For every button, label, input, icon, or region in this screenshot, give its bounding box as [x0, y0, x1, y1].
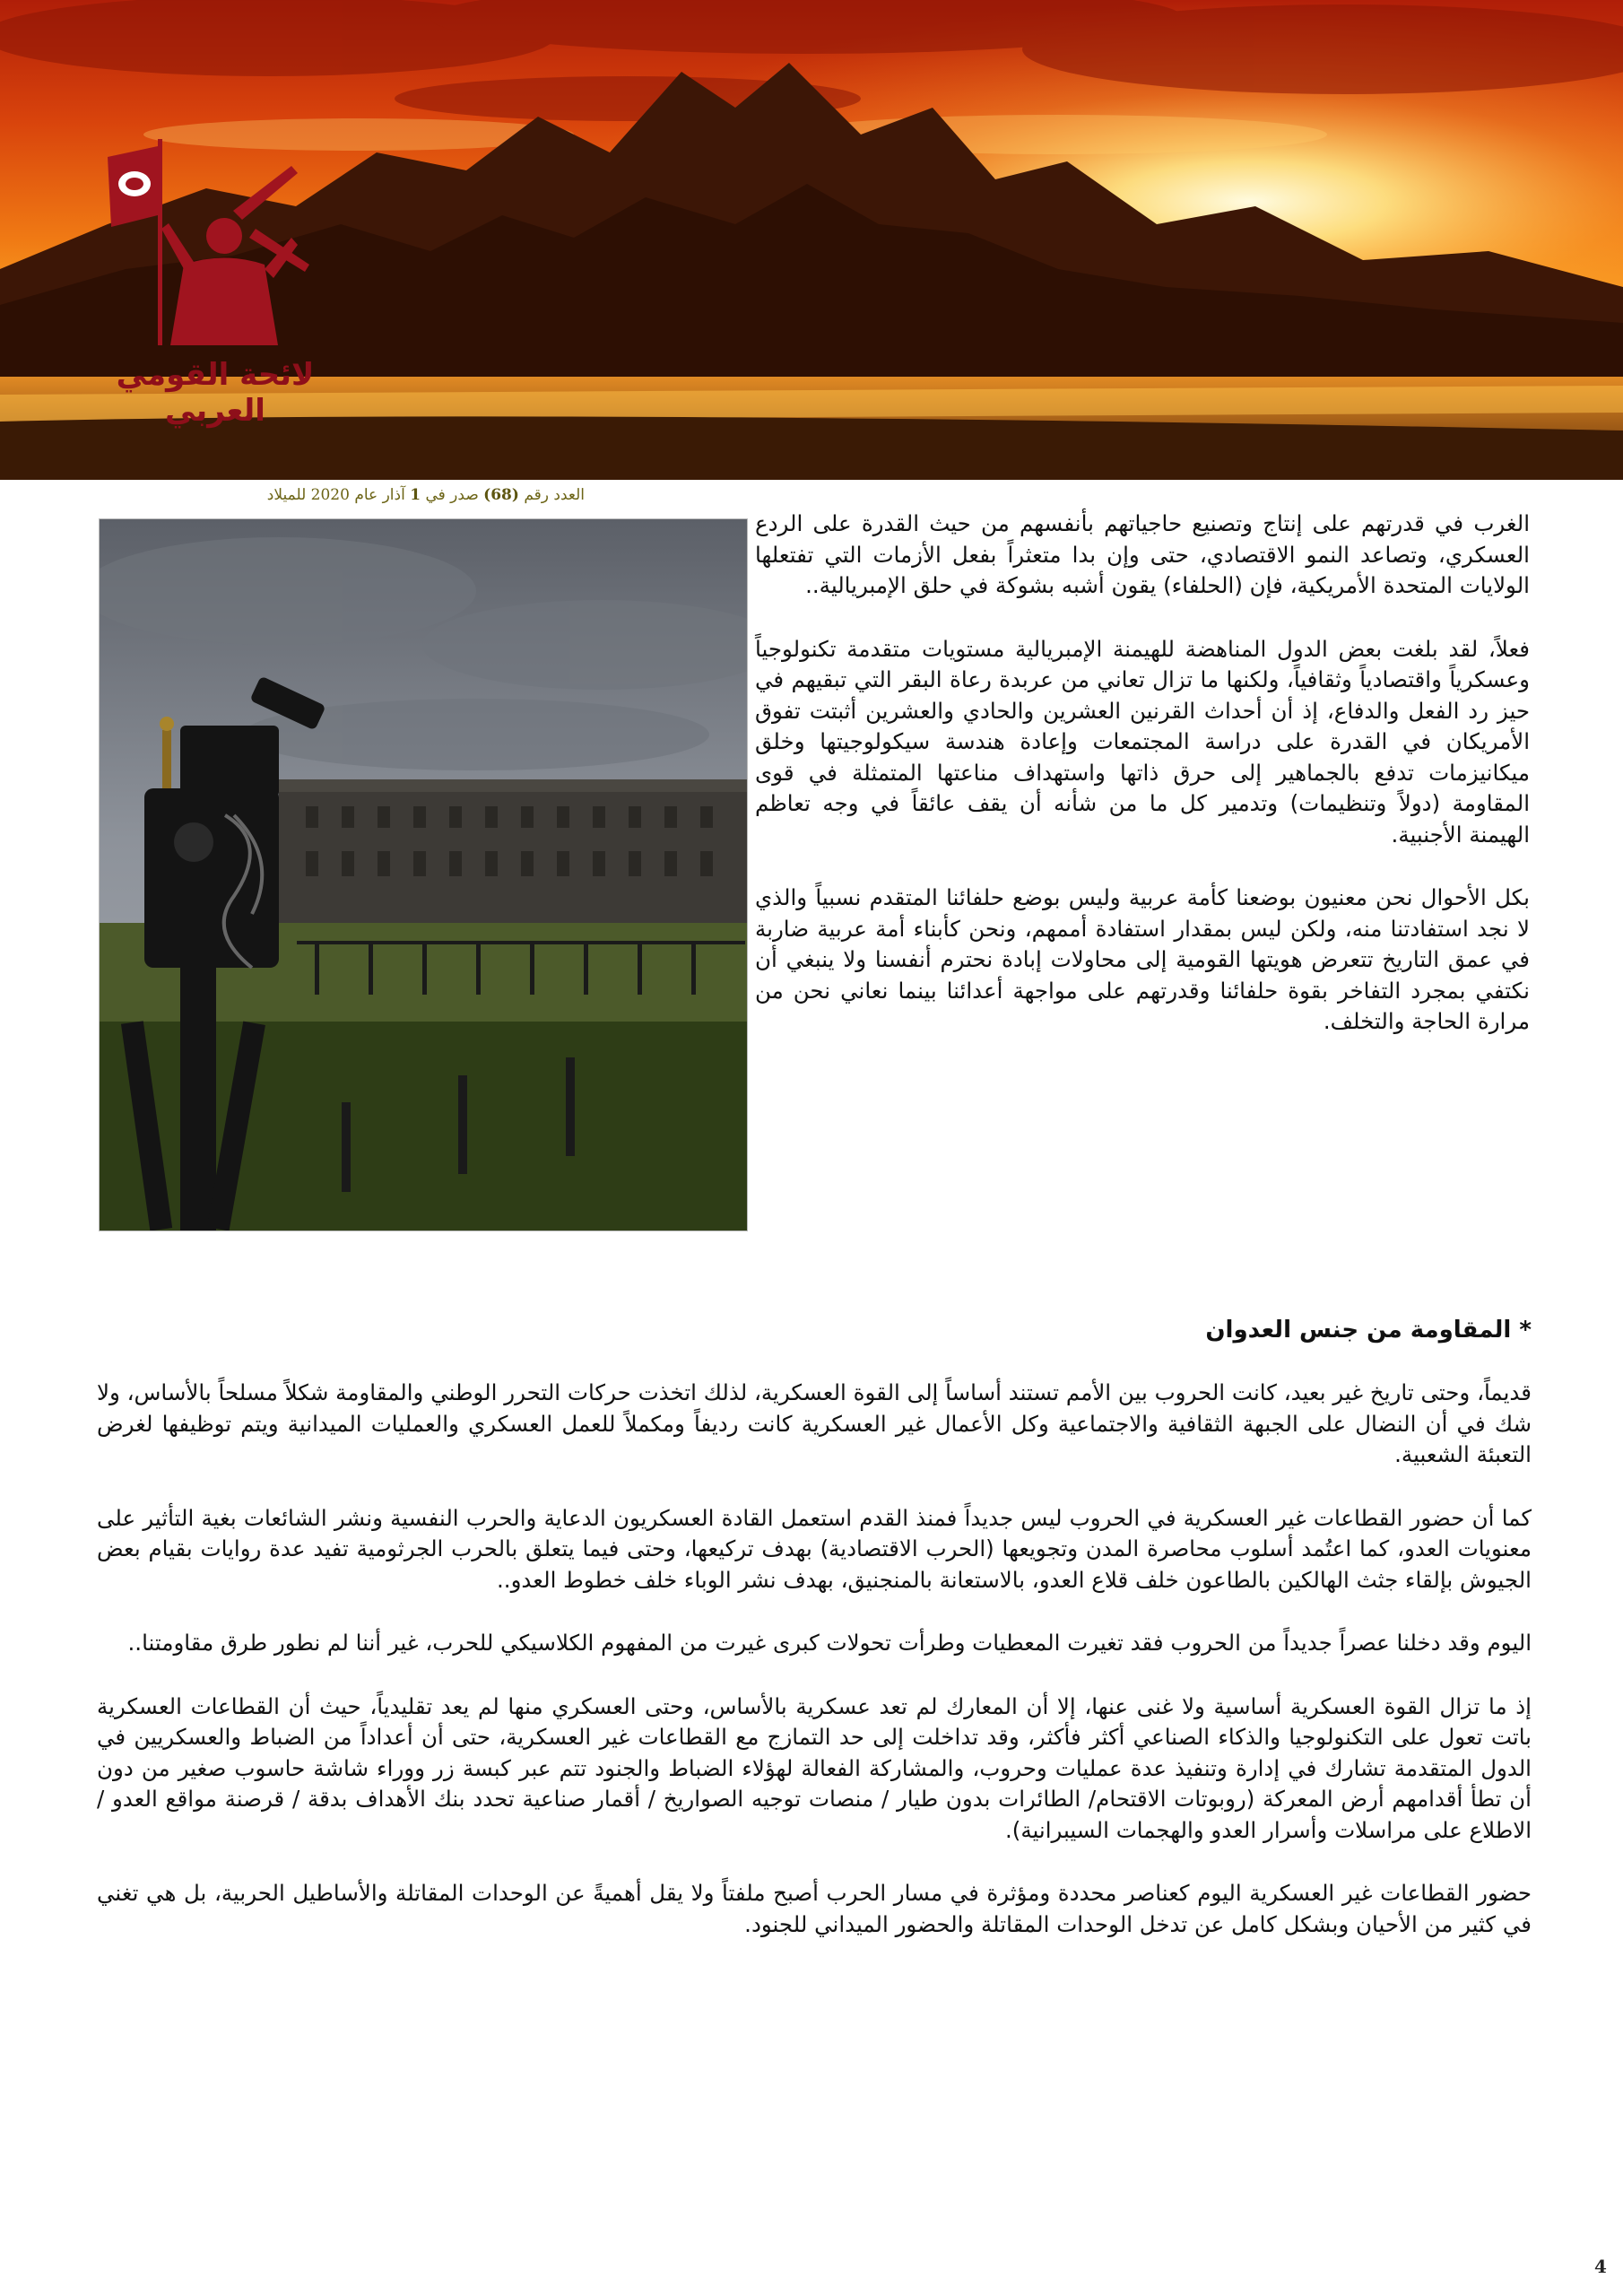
paragraph: قديماً، وحتى تاريخ غير بعيد، كانت الحروب بين الأمم تستند أساساً إلى القوة العسكرية، لذلك اتخذت حركات التحرر الوطني والمقاومة شكلاً مسلحاً بالأساس، ولا شك في أن النضال على الجبهة الثقافية والاجتماعية وكل الأعمال غير العسكرية كانت رديفاً ومكملاً للعمل العسكري والعمليات الميدانية ويتم توظيفها لغرض التعبئة الشعبية.	[97, 1379, 1532, 1467]
logo-title: لائحة القومي العربي	[116, 357, 315, 429]
paragraph: حضور القطاعات غير العسكرية اليوم كعناصر محددة ومؤثرة في مسار الحرب أصبح ملفتاً ولا يقل أهميةً عن الوحدات المقاتلة والأساطيل الحربية، بل هي تغني في كثير من الأحيان وبشكل كامل عن تدخل الوحدات المقاتلة والحضور الميداني للجنود.	[97, 1880, 1532, 1937]
header-banner	[0, 0, 1623, 480]
paragraph: إذ ما تزال القوة العسكرية أساسية ولا غنى عنها، إلا أن المعارك لم تعد عسكرية بالأساس، وحتى العسكري منها لم يعد تقليدياً، حيث أن القطاعات العسكرية باتت تعول على التكنولوجيا والذكاء الصناعي أكثر فأكثر، وقد تداخلت إلى حد التمازج مع القطاعات غير العسكرية، حتى أن أعداداً من الضباط والعسكريين في الدول المتقدمة تشارك في إدارة وتنفيذ عدة عمليات وحروب، والمشاركة الفعالة لهؤلاء الضباط والجنود تتم عبر كبسة زر ووراء شاشة حاسوب صغير من دون أن تطأ أقدامهم أرض المعركة (روبوتات الاقتحام/ الطائرات بدون طيار / منصات توجيه الصواريخ / أقمار صناعية تحدد بنك الأهداف بدقة / قرصنة مواقع العدو / الاطلاع على مراسلات وأسرار العدو والهجمات السيبرانية).	[97, 1692, 1532, 1843]
article-body	[97, 1378, 1532, 1972]
issue-issued-label: صدر في	[425, 486, 479, 504]
paragraph: كما أن حضور القطاعات غير العسكرية في الحروب ليس جديداً فمنذ القدم استعمل القادة العسكريون الدعاية والحرب النفسية ونشر الشائعات بغية التأثير على معنويات العدو، كما اعتُمد أسلوب محاصرة المدن وتجويعها (الحرب الاقتصادية) بهدف تركيعها، وحتى فيما يتعلق بالحرب الجرثومية تفيد عدة روايات بقيام بعض الجيوش بإلقاء جثث الهالكين بالطاعون خلف قلاع العدو، بالاستعانة بالمنجنيق، بهدف نشر الوباء خلف خطوط العدو..	[97, 1504, 1532, 1593]
paragraph: فعلاً، لقد بلغت بعض الدول المناهضة للهيمنة الإمبريالية مستويات متقدمة تكنولوجياً وعسكرياً واقتصادياً وثقافياً، ولكنها ما تزال تعاني من عربدة رعاة البقر التي تبقيهم في حيز رد الفعل والدفاع، إذ أن أحداث القرنين العشرين والحادي والعشرين أثبتت تفوق الأمريكان في القدرة على دراسة المجتمعات وإعادة هندسة سيكولوجيتها وخلق ميكانيزمات تدفع بالجماهير إلى حرق ذاتها واستهداف مناعتها المتمثلة في قوى المقاومة (دولاً وتنظيمات) وتدمير كل ما من شأنه أن يقف عائقاً في وجه تعاظم الهيمنة الأجنبية.	[755, 635, 1530, 848]
issue-month-year: آذار عام 2020 للميلاد	[266, 486, 405, 504]
issue-number: (68)	[483, 486, 519, 504]
palace-camera-image	[100, 519, 747, 1231]
article-photo	[99, 518, 748, 1231]
article-right-column	[755, 509, 1530, 1070]
issue-prefix: العدد رقم	[524, 486, 585, 504]
paragraph: الغرب في قدرتهم على إنتاج وتصنيع حاجياتهم بأنفسهم من حيث القدرة على الردع العسكري، وتصاعد النمو الاقتصادي، حتى وإن بدا متعثراً بفعل الأزمات التي تفتعلها الولايات المتحدة الأمريكية، فإن (الحلفاء) يقون أشبه بشوكة في حلق الإمبريالية..	[755, 510, 1530, 598]
issue-info	[208, 486, 585, 504]
page-number: 4	[1594, 2256, 1607, 2277]
paragraph: بكل الأحوال نحن معنيون بوضعنا كأمة عربية وليس بوضع حلفائنا المتقدم نسبياً والذي لا نجد استفادتنا منه، ولكن ليس بمقدار استفادة أممهم، ونحن كأبناء أمة عربية ضاربة في عمق التاريخ تتعرض هويتها القومية إلى محاولات إبادة نحترم أنفسنا ولا ينبغي أن نكتفي بمجرد التفاخر بقوة حلفائنا وقدرتهم على مواجهة أعدائنا بينما نعاني نحن من مرارة الحاجة والتخلف.	[755, 884, 1530, 1034]
section-heading: * المقاومة من جنس العدوان	[1205, 1317, 1532, 1344]
paragraph: اليوم وقد دخلنا عصراً جديداً من الحروب فقد تغيرت المعطيات وطرأت تحولات كبرى غيرت من المفهوم الكلاسيكي للحرب، غير أننا لم نطور طرق مقاومتنا..	[127, 1630, 1532, 1656]
issue-day: 1	[410, 486, 421, 504]
